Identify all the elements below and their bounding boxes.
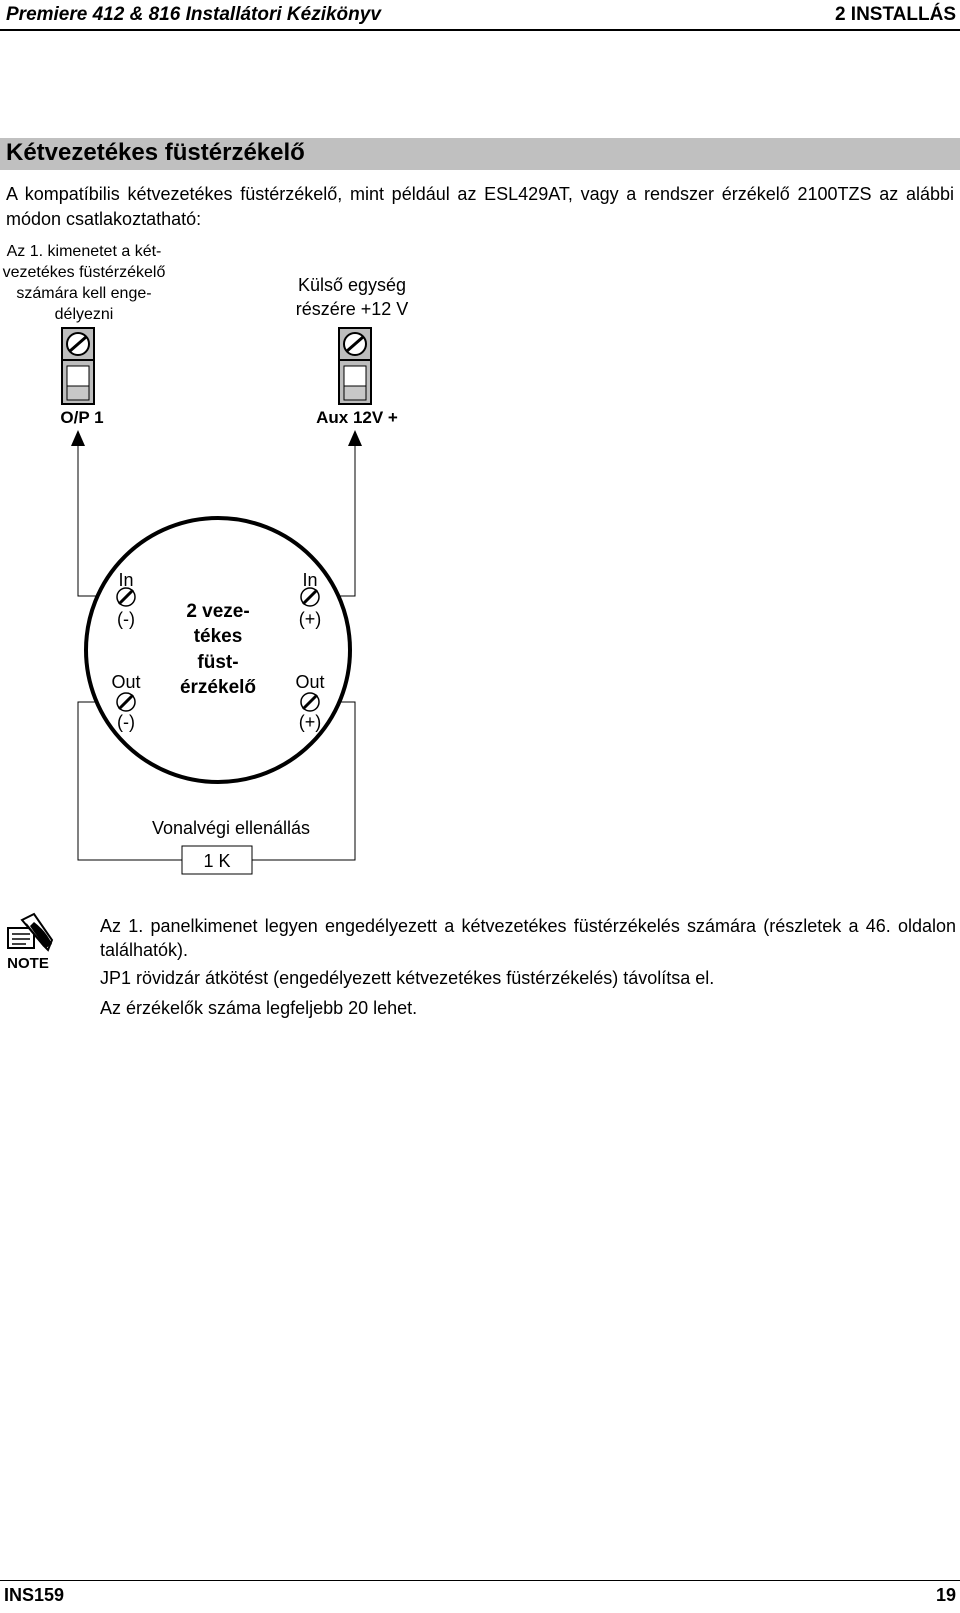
screw-icon — [117, 693, 135, 711]
footer-rule — [0, 1580, 960, 1581]
detector-label-line: füst- — [197, 652, 239, 673]
section-title: Kétvezetékes füstérzékelő — [6, 139, 305, 166]
right-caption-line: részére +12 V — [295, 299, 409, 319]
arrow-up-icon — [71, 430, 85, 446]
screw-icon — [301, 693, 319, 711]
in-minus-polarity: (-) — [117, 609, 135, 629]
in-plus-polarity: (+) — [298, 609, 322, 629]
left-caption-line: délyezni — [54, 306, 114, 323]
smoke-detector-body — [86, 518, 350, 782]
terminal-label-aux12v: Aux 12V + — [316, 408, 398, 427]
out-minus-label: Out — [111, 672, 141, 692]
terminal-label-op1: O/P 1 — [60, 408, 104, 427]
intro-paragraph: A kompatíbilis kétvezetékes füstérzékelő, mint például az ESL429AT, vagy a rendszer érzékelő 2100TZS az alábbi módon csatlakoztatható: — [6, 184, 954, 229]
resistor-value: 1 K — [203, 851, 231, 871]
note-paragraph: Az 1. panelkimenet legyen engedélyezett a kétvezetékes füstérzékelés számára (részletek a 46. oldalon találhatók). — [100, 916, 956, 960]
wiring-diagram — [0, 238, 460, 898]
in-plus-label: In — [302, 570, 318, 590]
in-minus-label: In — [118, 570, 134, 590]
detector-label-line: 2 veze- — [186, 601, 250, 622]
out-minus-polarity: (-) — [117, 712, 135, 732]
manual-title: Premiere 412 & 816 Installátori Kézikönyv — [6, 4, 381, 25]
out-plus-polarity: (+) — [298, 712, 322, 732]
svg-text:NOTE: NOTE — [7, 955, 49, 972]
right-caption-line: Külső egység — [297, 275, 407, 295]
arrow-up-icon — [348, 430, 362, 446]
document-code: INS159 — [4, 1585, 65, 1605]
screw-icon — [117, 588, 135, 606]
left-caption-line: Az 1. kimenetet a két- — [6, 243, 162, 260]
page-number: 19 — [935, 1585, 956, 1605]
detector-label-line: tékes — [193, 626, 243, 647]
eol-resistor-label: Vonalvégi ellenállás — [151, 818, 311, 838]
detector-label-line: érzékelő — [179, 677, 257, 698]
left-caption-line: számára kell enge- — [16, 285, 152, 302]
header-rule — [0, 29, 960, 31]
note-paragraph: Az érzékelők száma legfeljebb 20 lehet. — [100, 998, 418, 1018]
out-plus-label: Out — [295, 672, 325, 692]
left-caption-line: vezetékes füstérzékelő — [2, 264, 166, 281]
terminal-block-op1 — [62, 328, 94, 404]
note-pencil-icon — [4, 910, 60, 972]
screw-icon — [301, 588, 319, 606]
chapter-label: 2 INSTALLÁS — [834, 4, 956, 25]
note-paragraph: JP1 rövidzár átkötést (engedélyezett kétvezetékes füstérzékelés) távolítsa el. — [100, 968, 715, 988]
terminal-block-aux12v — [339, 328, 371, 404]
